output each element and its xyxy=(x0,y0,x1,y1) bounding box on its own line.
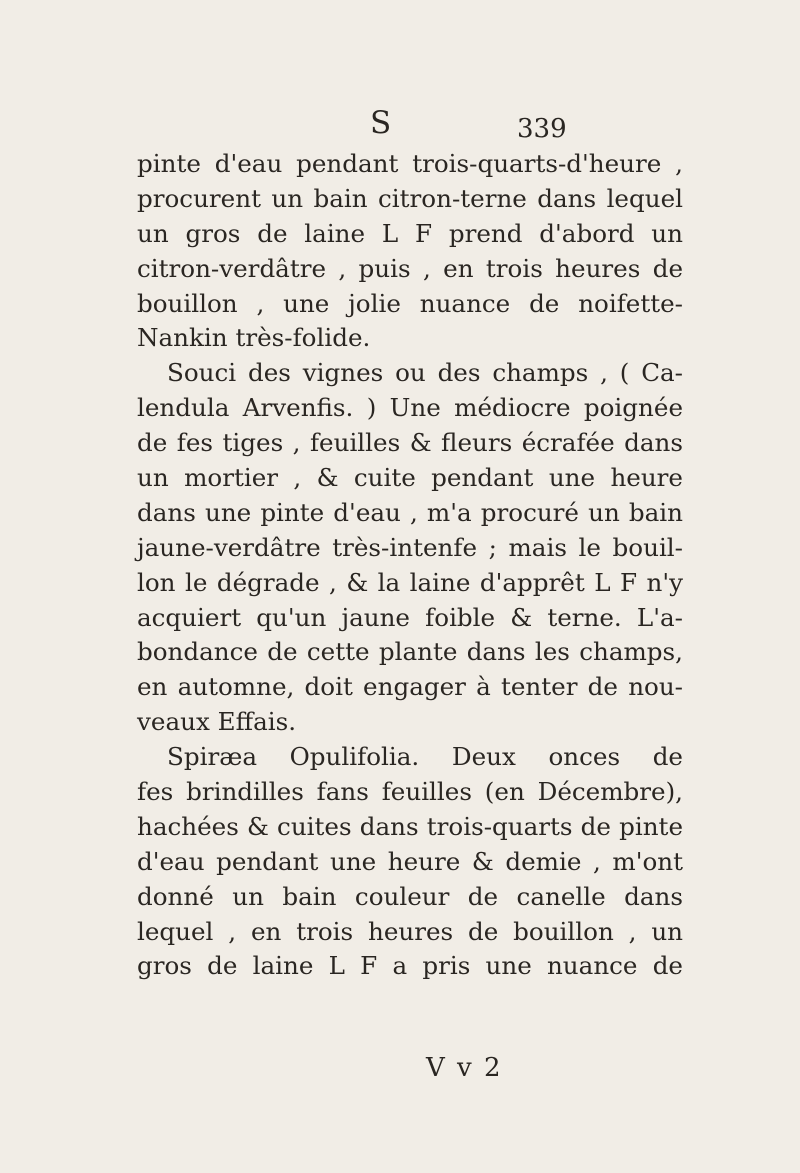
text-line: en automne, doit engager à tenter de nou- xyxy=(137,672,683,702)
text-line: procurent un bain citron-terne dans lequel xyxy=(137,183,683,213)
text-line: citron-verdâtre , puis , en trois heures de xyxy=(137,253,683,283)
text-line: Nankin très-folide. xyxy=(137,323,371,353)
running-head xyxy=(0,105,800,144)
text-line: lendula Arvenfis. ) Une médiocre poignée xyxy=(137,393,683,423)
text-line: bondance de cette plante dans les champs, xyxy=(137,637,683,667)
text-line: acquiert qu'un jaune foible & terne. L'a- xyxy=(137,602,683,632)
body-text xyxy=(137,147,683,984)
text-line: de fes tiges , feuilles & fleurs écrafée dans xyxy=(137,428,683,458)
signature-mark: V v 2 xyxy=(426,1053,503,1083)
text-line: Spiræa Opulifolia. Deux onces de xyxy=(167,742,683,772)
signature-letter: S xyxy=(370,105,392,141)
text-line: hachées & cuites dans trois-quarts de pinte xyxy=(137,811,683,841)
text-line: gros de laine L F a pris une nuance de xyxy=(137,951,683,981)
text-line: Souci des vignes ou des champs , ( Ca- xyxy=(167,358,683,388)
text-line: lon le dégrade , & la laine d'apprêt L F n'y xyxy=(137,567,683,597)
text-line: bouillon , une jolie nuance de noifette- xyxy=(137,288,683,318)
text-line: donné un bain couleur de canelle dans xyxy=(137,881,683,911)
text-line: un mortier , & cuite pendant une heure xyxy=(137,463,683,493)
text-line: lequel , en trois heures de bouillon , un xyxy=(137,916,683,946)
text-line: jaune-verdâtre très-intenfe ; mais le bouil- xyxy=(137,532,683,562)
page-number: 339 xyxy=(517,114,567,144)
text-line: pinte d'eau pendant trois-quarts-d'heure , xyxy=(137,149,683,178)
text-line: veaux Effais. xyxy=(137,707,297,737)
text-line: dans une pinte d'eau , m'a procuré un bain xyxy=(137,497,683,527)
text-line: fes brindilles fans feuilles (en Décembre), xyxy=(137,777,683,807)
text-line: d'eau pendant une heure & demie , m'ont xyxy=(137,846,683,876)
text-line: un gros de laine L F prend d'abord un xyxy=(137,218,683,248)
